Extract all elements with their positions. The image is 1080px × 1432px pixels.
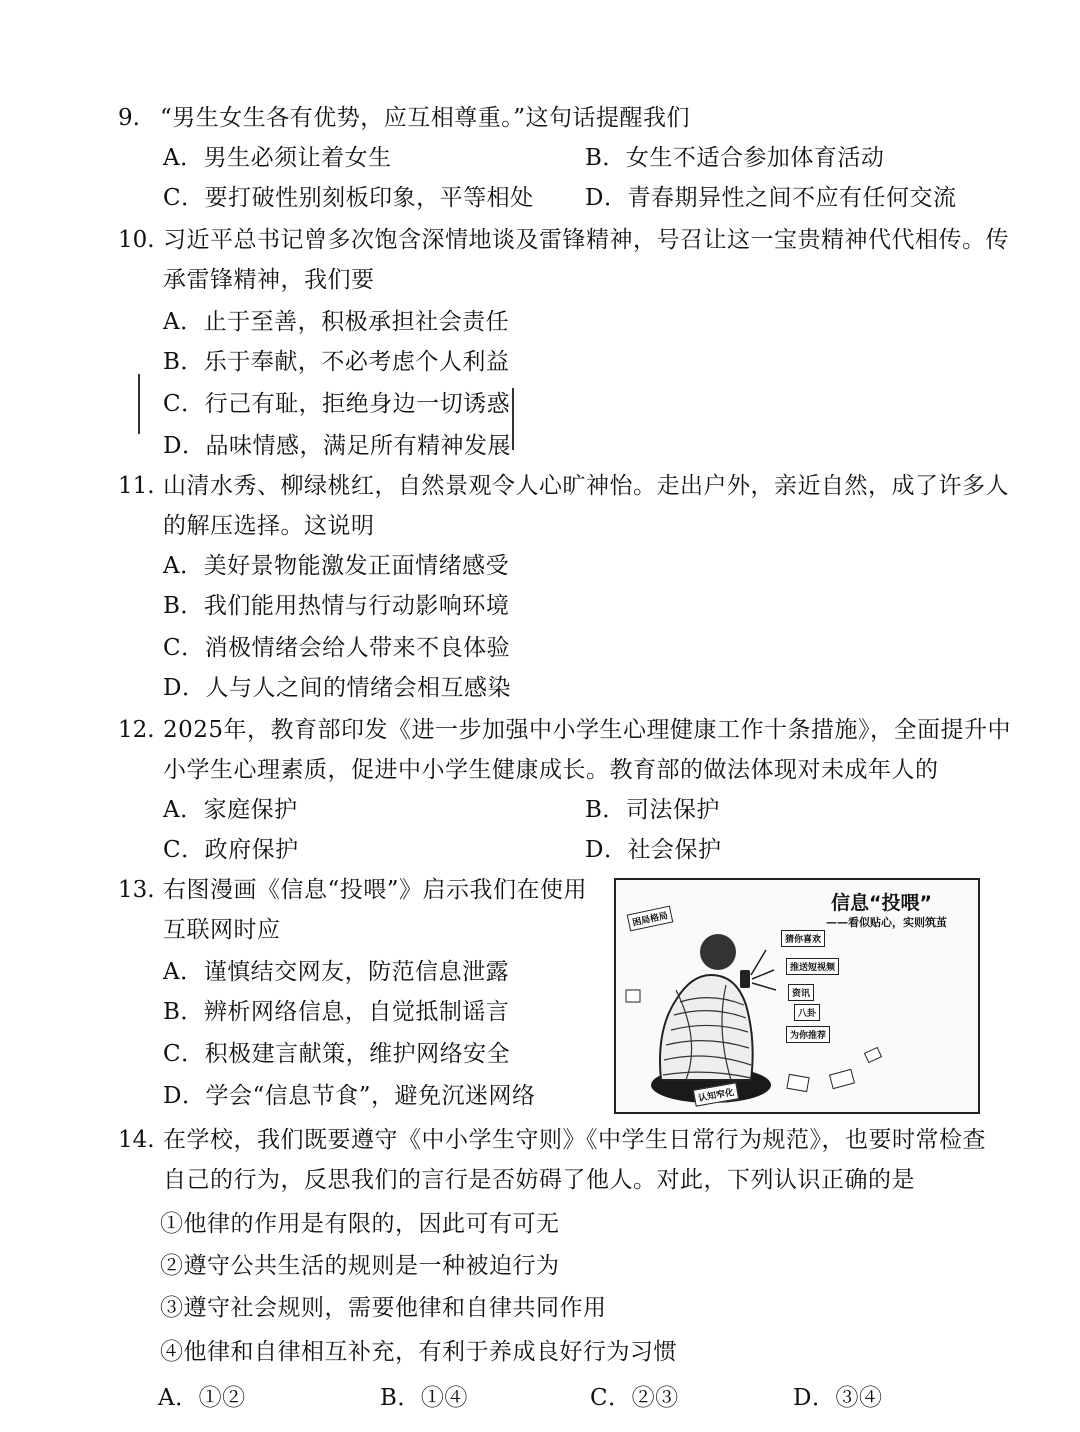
cartoon-subtitle: ——看似贴心，实则筑茧 <box>826 916 947 929</box>
q11-option-c: C．消极情绪会给人带来不良体验 <box>163 635 511 661</box>
q12-number: 12. <box>118 717 155 743</box>
margin-mark-right <box>512 388 514 450</box>
q14-stem-line2: 自己的行为，反思我们的言行是否妨碍了他人。对此，下列认识正确的是 <box>163 1167 915 1193</box>
q12-option-c: C．政府保护 <box>163 837 299 863</box>
q13-option-c: C．积极建言献策，维护网络安全 <box>163 1041 511 1067</box>
q14-option-d: D．③④ <box>793 1385 883 1411</box>
q10-option-b: B．乐于奉献，不必考虑个人利益 <box>163 349 510 375</box>
q13-stem-line1: 右图漫画《信息“投喂”》启示我们在使用 <box>163 877 588 903</box>
q12-option-d: D．社会保护 <box>585 837 722 863</box>
q14-stem-line1: 在学校，我们既要遵守《中小学生守则》《中学生日常行为规范》，也要时常检查 <box>163 1127 986 1153</box>
cartoon-tag-7: 认知窄化 <box>693 1082 739 1106</box>
q9-option-d: D．青春期异性之间不应有任何交流 <box>585 185 957 211</box>
q11-stem-line2: 的解压选择。这说明 <box>163 513 375 539</box>
q10-option-a: A．止于至善，积极承担社会责任 <box>163 309 510 335</box>
q13-option-d: D．学会“信息节食”，避免沉迷网络 <box>163 1083 536 1109</box>
q13-option-b: B．辨析网络信息，自觉抵制谣言 <box>163 999 510 1025</box>
q11-stem-line1: 山清水秀、柳绿桃红，自然景观令人心旷神怡。走出户外，亲近自然，成了许多人 <box>163 473 1009 499</box>
q12-stem-line2: 小学生心理素质，促进中小学生健康成长。教育部的做法体现对未成年人的 <box>163 757 939 783</box>
q12-option-b: B．司法保护 <box>585 797 720 823</box>
cartoon-information-feeding <box>614 878 980 1114</box>
q11-option-a: A．美好景物能激发正面情绪感受 <box>163 553 510 579</box>
q12-option-a: A．家庭保护 <box>163 797 298 823</box>
q9-number: 9. <box>118 105 140 131</box>
q14-statement-4: ④他律和自律相互补充，有利于养成良好行为习惯 <box>160 1339 677 1365</box>
cartoon-tag-4: 八卦 <box>794 1004 820 1021</box>
q10-option-c: C．行己有耻，拒绝身边一切诱惑 <box>163 391 511 417</box>
q14-number: 14. <box>118 1127 155 1153</box>
q14-option-b: B．①④ <box>380 1385 468 1411</box>
cartoon-tag-2: 推送短视频 <box>786 958 839 975</box>
q9-option-a: A．男生必须让着女生 <box>163 145 392 171</box>
cartoon-tag-3: 资讯 <box>788 984 814 1001</box>
q9-option-b: B．女生不适合参加体育活动 <box>585 145 885 171</box>
q12-stem-line1: 2025年，教育部印发《进一步加强中小学生心理健康工作十条措施》，全面提升中 <box>163 717 1012 743</box>
q13-stem-line2: 互联网时应 <box>163 917 281 943</box>
cartoon-tag-5: 为你推荐 <box>786 1026 830 1043</box>
q10-number: 10. <box>118 227 155 253</box>
q11-option-d: D．人与人之间的情绪会相互感染 <box>163 675 511 701</box>
q11-option-b: B．我们能用热情与行动影响环境 <box>163 593 510 619</box>
q9-stem: “男生女生各有优势，应互相尊重。”这句话提醒我们 <box>160 105 691 131</box>
q10-stem-line1: 习近平总书记曾多次饱含深情地谈及雷锋精神，号召让这一宝贵精神代代相传。传 <box>163 227 1009 253</box>
q10-option-d: D．品味情感，满足所有精神发展 <box>163 433 511 459</box>
q9-option-c: C．要打破性别刻板印象，平等相处 <box>163 185 534 211</box>
q11-number: 11. <box>118 473 155 499</box>
q14-statement-2: ②遵守公共生活的规则是一种被迫行为 <box>160 1253 560 1279</box>
cartoon-tag-6: 困局格局 <box>627 906 674 932</box>
q13-number: 13. <box>118 877 155 903</box>
cartoon-tag-1: 猜你喜欢 <box>781 930 825 947</box>
q10-stem-line2: 承雷锋精神，我们要 <box>163 267 375 293</box>
q13-option-a: A．谨慎结交网友，防范信息泄露 <box>163 959 510 985</box>
q14-statement-3: ③遵守社会规则，需要他律和自律共同作用 <box>160 1295 607 1321</box>
q14-option-c: C．②③ <box>590 1385 679 1411</box>
cartoon-title: 信息“投喂” <box>831 892 932 914</box>
margin-mark-left <box>138 374 140 434</box>
q14-option-a: A．①② <box>158 1385 246 1411</box>
q14-statement-1: ①他律的作用是有限的，因此可有可无 <box>160 1211 560 1237</box>
